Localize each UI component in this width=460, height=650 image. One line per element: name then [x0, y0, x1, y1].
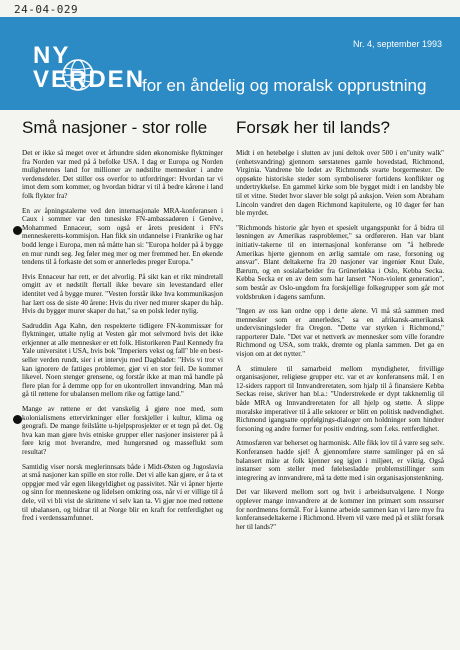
- right-paragraph: Atmosfæren var beherset og harmonisk. Alle fikk lov til å være seg selv. Konferansen hadde sjel! Å gjennomføre større samlinger på en så balansert måte at folk kjenner seg igjen i miljøet, er viktig. Også instanser som steller med følelsesladde problemstillinger som integrering av innvandrere, må ta dette med i sin organisasjonstenkning.: [236, 439, 444, 482]
- right-paragraph: Midt i en hetebølge i slutten av juni deltok over 500 i en"unity walk" (enhetsvandring) gjennom sørstatenes gamle hovedstad, Richmond, Virginia. Vandrene ble ledet av Richmonds svarte borgermester. De oppsøkte historiske steder som symboliserer fortidens konflikter og undertrykkelse. En gammel kirke som ble bygget midt i en landsby ble til et vitne. Stedet hvor slaver ble solgt på auksjon. Veien som Abraham Lincoln vandret den dagen Richmond kapitulerte, og 10 dager før han ble myrdet.: [236, 149, 444, 218]
- right-article-headline: Forsøk her til lands?: [236, 118, 390, 137]
- tagline: for en åndelig og moralsk opprustning: [142, 76, 427, 95]
- left-paragraph: Hvis Ennaceur har rett, er det alvorlig. På sikt kan et rikt mindretall omgitt av et nødstilt flertall ikke bevare sin levestandard eller identitet ved å bygge murer. "Vesten forstår ikke hva kommunikasjon har lært oss de siste 40 årene: Hvis du river ned murer skaper du håp. Hvis du bygger murer skaper du hat," sa en polsk leder nylig.: [22, 272, 223, 316]
- left-paragraph: Mange av røttene er det vanskelig å gjøre noe med, som kolonialismens ettervirkninger eller forskjeller i kultur, klima og geografi. De mange feilslåtte u-hjelpsprosjekter er et tegn på det. Og hva kan man gjøre hvis etniske grupper eller nasjoner insisterer på å føre krig mot hverandre, med hungersnød og masseflukt som resultat?: [22, 405, 223, 456]
- left-paragraph: Samtidig viser norsk meglerinnsats både i Midt-Østen og Jugoslavia at små nasjoner kan spille en stor rolle. Det vi alle kan gjøre, er å ta et oppgjør med vår egen likegyldighet og passivitet. Når vi åpner hjerte og sinn for menneskene og lidelsen omkring oss, når vi er villige til å dele, vil vi bli vist de skrittene vi selv kan ta. Vi gjør noe med røttene til ubalansen, og bidrar til at Norge blir en kraft for rettferdighet og fred i verdenssamfunnet.: [22, 462, 223, 523]
- left-paragraph: Sadruddin Aga Kahn, den respekterte tidligere FN-kommissær for flyktninger, uttalte nylig at Vesten går mot selvmord hvis det ikke erkjenner at alle mennesker er ett folk. Historikeren Paul Kennedy fra Yale universitet i USA, hvis bok "Imperiers vekst og fall" ble en best-seller verden rundt, sier i et intervju med Dagbladet: "Hvis vi tror vi kan ignorere de fattiges problemer, gjør vi en stor feil. De kommer likevel. Noen stenger grensene, og forstår ikke at man må handle på flere plan for å demme opp for en ukontrollert innvandring. Man må gå til røttene for ubalansen mellom rike og fattige land.": [22, 321, 223, 399]
- right-paragraph: Å stimulere til samarbeid mellom myndigheter, frivillige organisasjoner, religiøse grupper etc. var et av konferansens mål. I en 12-siders rapport til Innvandreretaten, som hjalp til å finansiere Kebba Seckas reise, skriver han bl.a.: "Understrekede er dypt takknemlig til både MRA og Innvandreretaten for all hjelp og støtte. Å slippe moralske imperativer til å alle sektorer er blitt en politisk nødvendighet. Richmond igangsatte oppfølgings-dialoger om holdninger som hindrer forsoning og andre former for positiv endring, som f.eks. rettferdighet.: [236, 364, 444, 433]
- logo-line-1: NY: [33, 42, 71, 69]
- masthead-banner: [0, 17, 460, 110]
- punch-hole: [13, 415, 22, 424]
- right-paragraph: "Richmonds historie går hyen et spesielt utgangspunkt for å bidra til løsningen av Amerikas rasproblemer," sa ordføreren. Han var blant initiativ-takerne til en internasjonal konferanse om "å helbrede Amerikas hjerte gjennom en ærlig samtale om rase, forsoning og ansvar". Blant deltakerne fra 20 nasjoner var ingeniør Knut Dale, Bærum, og en sosialarbeider fra Grünerløkka i Oslo, Kebba Secka. Kebba Secka er en av dem som har lansert "Non-violent generation", som består av Oslo-ungdom fra forskjellige folkegrupper som går mot voldsbruken i dagens samfunn.: [236, 223, 444, 301]
- left-paragraph: Det er ikke så meget over et århundre siden økonomiske flyktninger fra Norden var med på å befolke USA. I dag er Europa og Norden mulighetenes land for millioner av nødstilte mennesker i andre verdensdeler. Det stiller oss overfor to utfordringer: Hvordan tar vi imot dem som kommer, og hvordan bidrar vi til å bedre kårene i land folk flykter fra?: [22, 149, 223, 200]
- left-paragraph: En av åpningstalerne ved den internasjonale MRA-konferansen i Caux i sommer var den tunesiske FN-ambassadøren i Genève, Mohammed Ennaceur, som også er årets president i FN's menneskeretts-kommisjon. Han fikk sin utdannelse i Frankrike og har bodd lenge i Europa, men nå måtte han si: "Europa holder på å bygge en mur rundt seg. Jeg føler meg mer og mer fremmed her. En økende tendens til å forkaste det som er annerledes preger Europa.": [22, 206, 223, 267]
- issue-number: Nr. 4, september 1993: [352, 39, 442, 49]
- handwritten-date-stamp: 24-04-029: [14, 3, 79, 16]
- left-article-body: [22, 149, 223, 637]
- right-paragraph: "Ingen av oss kan ordne opp i dette alene. Vi må stå sammen med mennesker som er annerledes," sa en afrikansk-amerikansk undervisningsleder fra Oregon. "Dette var styrken i Richmond," rapporterer Dale. "Det var et nettverk av mennesker som ville forandre Richmond og USA, som trakk, drømte og planla sammen. Det ga en visjon om at det nytter.": [236, 307, 444, 359]
- right-paragraph: Det var likeverd mellom sort og hvit i arbeidsutvalgene. I Norge opplever mange innvandrere at de kommer inn primært som ressurser for nordmenns formål. For å kunne arbeide sammen kan vi lære mye fra konferansedeltakerne i Richmond. Hvem vil være med på et slikt forsøk her til lands?": [236, 488, 444, 531]
- right-article-body: [236, 149, 444, 637]
- left-article-headline: Små nasjoner - stor rolle: [22, 118, 208, 137]
- globe-icon: [60, 57, 96, 93]
- punch-hole: [13, 226, 22, 235]
- logo-line-2: VERDEN: [33, 66, 146, 93]
